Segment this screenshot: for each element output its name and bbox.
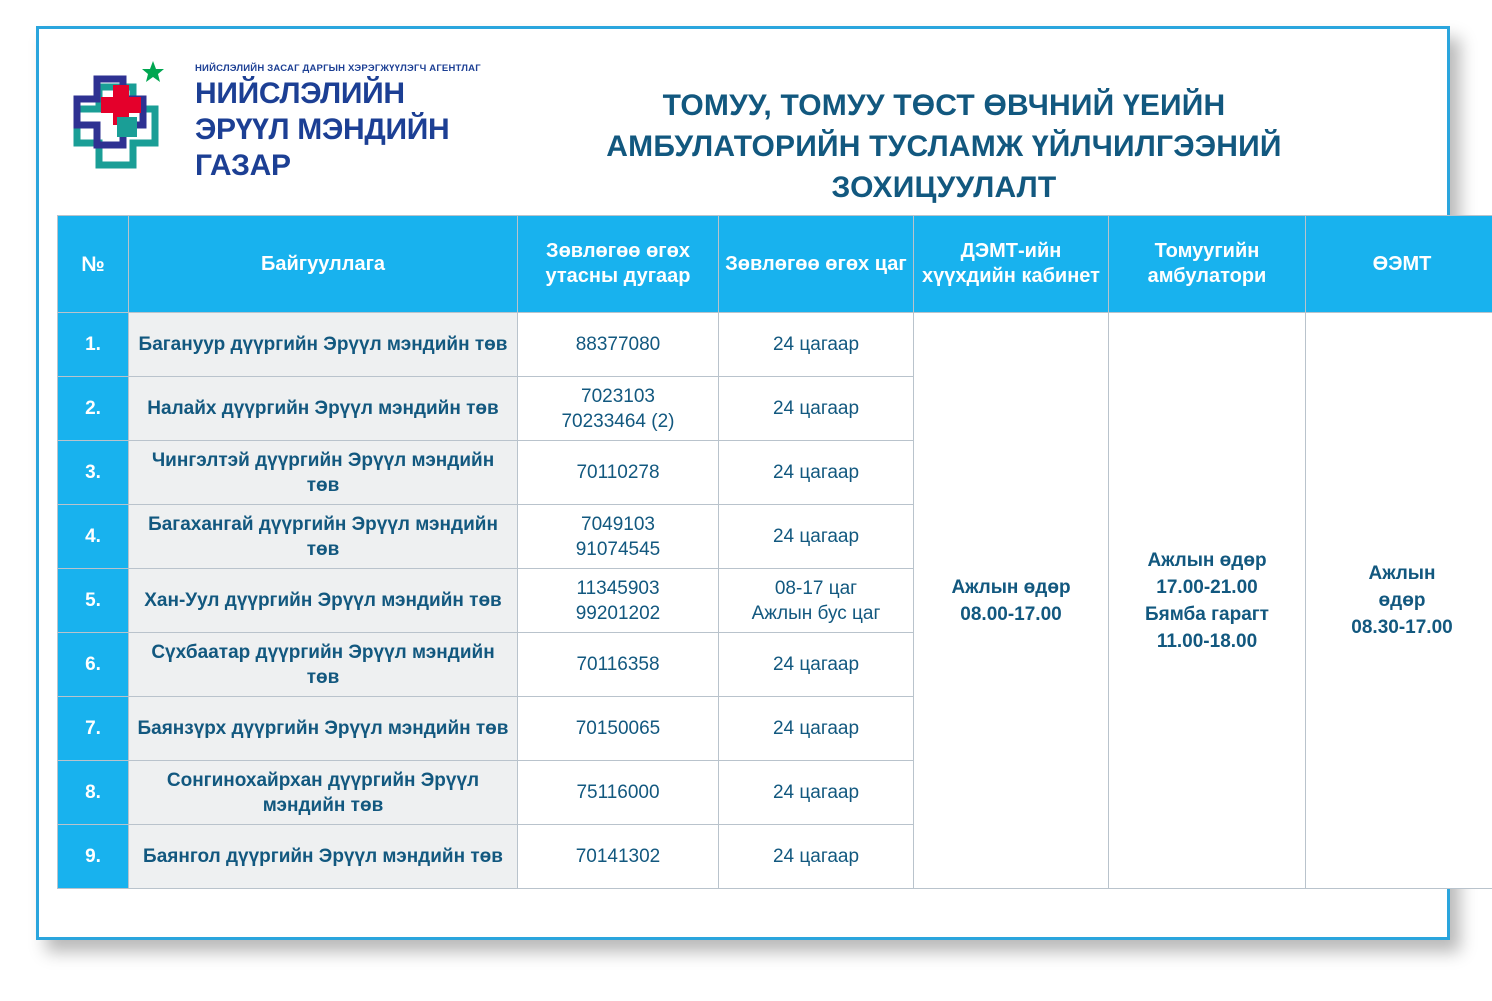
oemt-line-3: 08.30-17.00 — [1351, 617, 1453, 638]
time-line: 24 цагаар — [772, 398, 860, 419]
row-organization: Баянгол дүүргийн Эрүүл мэндийн төв — [129, 825, 518, 889]
row-number: 2. — [58, 377, 129, 441]
time-line: 08-17 цаг — [774, 577, 858, 599]
phone-line: 7023103 — [581, 385, 655, 407]
logo-line-2: ЭРҮҮЛ МЭНДИЙН — [195, 113, 450, 146]
row-number: 7. — [58, 697, 129, 761]
schedule-table-wrapper — [57, 215, 1453, 889]
poster-sheet — [36, 26, 1453, 940]
organization-logo — [73, 47, 481, 187]
table-body — [58, 313, 1492, 889]
phone-line: 91074545 — [575, 538, 661, 560]
column-header-consult-time: Зөвлөгөө өгөх цаг — [719, 216, 914, 313]
demt-line-1: Ажлын өдөр — [951, 576, 1071, 598]
row-number: 4. — [58, 505, 129, 569]
row-phone — [518, 505, 719, 569]
column-header-organization: Байгууллага — [129, 216, 518, 313]
page-title-line-2: АМБУЛАТОРИЙН ТУСЛАМЖ ҮЙЛЧИЛГЭЭНИЙ — [606, 130, 1282, 163]
phone-line: 70116358 — [576, 654, 660, 675]
phone-line: 70110278 — [576, 462, 660, 483]
time-line: 24 цагаар — [772, 718, 860, 739]
row-organization: Налайх дүүргийн Эрүүл мэндийн төв — [129, 377, 518, 441]
schedule-table — [57, 215, 1492, 889]
row-number: 1. — [58, 313, 129, 377]
amb-line-3: Бямба гарагт — [1144, 603, 1269, 625]
row-consult-time — [719, 441, 914, 505]
phone-line: 99201202 — [575, 602, 661, 624]
row-consult-time — [719, 505, 914, 569]
page-title — [479, 85, 1409, 208]
row-phone — [518, 377, 719, 441]
demt-line-2: 08.00-17.00 — [960, 603, 1062, 625]
row-consult-time — [719, 761, 914, 825]
logo-line-3: ГАЗАР — [195, 149, 291, 182]
row-number: 9. — [58, 825, 129, 889]
row-consult-time — [719, 825, 914, 889]
row-phone — [518, 313, 719, 377]
merged-demt-cell — [914, 313, 1109, 889]
row-organization: Багануур дүүргийн Эрүүл мэндийн төв — [129, 313, 518, 377]
row-consult-time — [719, 633, 914, 697]
row-consult-time — [719, 313, 914, 377]
row-phone — [518, 761, 719, 825]
row-organization: Баянзүрх дүүргийн Эрүүл мэндийн төв — [129, 697, 518, 761]
page-title-line-1: ТОМУУ, ТОМУУ ТӨСТ ӨВЧНИЙ ҮЕИЙН — [662, 89, 1226, 122]
logo-agency-line: НИЙСЛЭЛИЙН ЗАСАГ ДАРГЫН ХЭРЭГЖҮҮЛЭГЧ АГЕНТЛАГ — [195, 63, 481, 74]
phone-line: 70150065 — [575, 718, 661, 739]
time-line: 24 цагаар — [772, 782, 860, 803]
row-number: 3. — [58, 441, 129, 505]
phone-line: 70233464 (2) — [561, 410, 675, 432]
table-row — [58, 313, 1492, 377]
table-header-row — [58, 216, 1492, 313]
row-number: 6. — [58, 633, 129, 697]
time-line: 24 цагаар — [772, 526, 860, 547]
oemt-line-1: Ажлын — [1368, 563, 1436, 584]
row-organization: Чингэлтэй дүүргийн Эрүүл мэндийн төв — [129, 441, 518, 505]
phone-line: 88377080 — [575, 334, 661, 355]
column-header-no: № — [58, 216, 129, 313]
phone-line: 7049103 — [581, 513, 655, 535]
row-phone — [518, 569, 719, 633]
amb-line-1: Ажлын өдөр — [1147, 549, 1267, 571]
phone-line: 75116000 — [576, 782, 660, 803]
time-line: Ажлын бус цаг — [751, 602, 881, 624]
row-number: 5. — [58, 569, 129, 633]
merged-ambulatory-cell — [1109, 313, 1306, 889]
row-phone — [518, 441, 719, 505]
merged-oemt-cell — [1306, 313, 1492, 889]
time-line: 24 цагаар — [772, 654, 860, 675]
row-phone — [518, 633, 719, 697]
time-line: 24 цагаар — [772, 846, 860, 867]
phone-line: 70141302 — [575, 846, 661, 867]
column-header-flu-ambulatory: Томуугийн амбулатори — [1109, 216, 1306, 313]
logo-text-block — [195, 63, 481, 182]
row-organization: Хан-Уул дүүргийн Эрүүл мэндийн төв — [129, 569, 518, 633]
row-organization: Сонгинохайрхан дүүргийн Эрүүл мэндийн төв — [129, 761, 518, 825]
row-number: 8. — [58, 761, 129, 825]
column-header-demt-child-cabinet: ДЭМТ-ийн хүүхдийн кабинет — [914, 216, 1109, 313]
row-organization: Багахангай дүүргийн Эрүүл мэндийн төв — [129, 505, 518, 569]
row-phone — [518, 697, 719, 761]
oemt-line-2: өдөр — [1378, 590, 1426, 611]
table-header — [58, 216, 1492, 313]
poster-header — [39, 29, 1447, 204]
row-consult-time — [719, 697, 914, 761]
time-line: 24 цагаар — [772, 462, 860, 483]
amb-line-4: 11.00-18.00 — [1156, 630, 1258, 652]
logo-line-1: НИЙСЛЭЛИЙН — [195, 77, 405, 110]
row-consult-time — [719, 569, 914, 633]
page-title-line-3: ЗОХИЦУУЛАЛТ — [831, 171, 1057, 204]
phone-line: 11345903 — [576, 577, 660, 599]
column-header-phone: Зөвлөгөө өгөх утасны дугаар — [518, 216, 719, 313]
amb-line-2: 17.00-21.00 — [1156, 576, 1258, 598]
row-consult-time — [719, 377, 914, 441]
health-cross-logo-icon — [73, 59, 183, 169]
time-line: 24 цагаар — [772, 334, 860, 355]
column-header-oemt: ӨЭМТ — [1306, 216, 1492, 313]
row-phone — [518, 825, 719, 889]
row-organization: Сүхбаатар дүүргийн Эрүүл мэндийн төв — [129, 633, 518, 697]
